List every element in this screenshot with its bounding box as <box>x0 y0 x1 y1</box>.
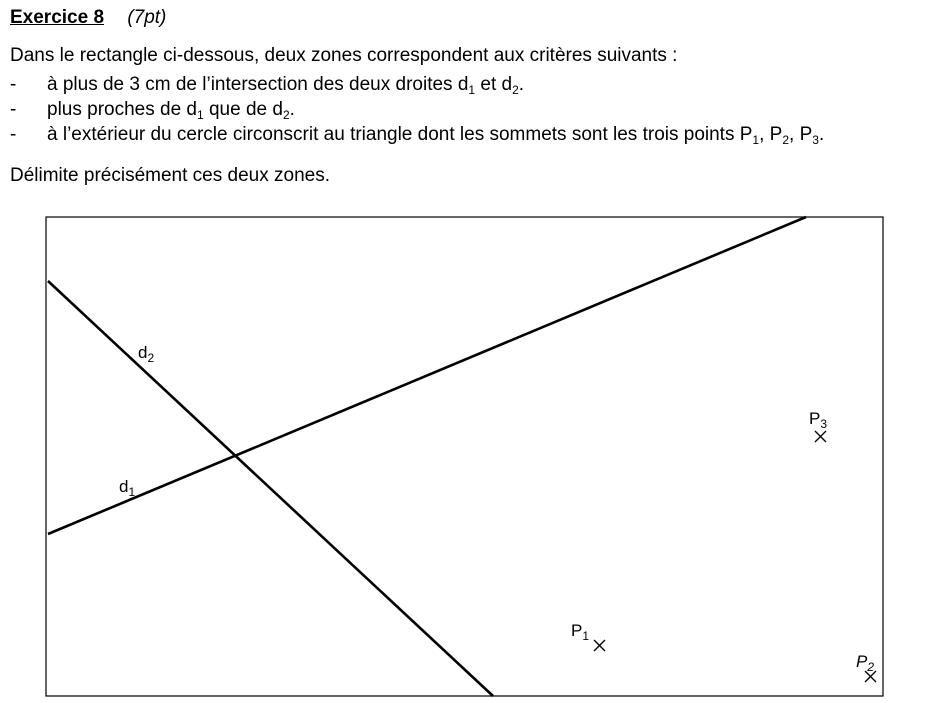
label-p1-sub: 1 <box>582 629 590 643</box>
line-d1 <box>48 217 806 534</box>
criterion-3-sub-c: 3 <box>812 133 819 147</box>
label-p3-letter: P <box>809 409 821 428</box>
label-d1 <box>119 477 135 499</box>
bullet-dash: - <box>10 99 17 120</box>
label-d1-letter: d <box>119 477 129 496</box>
bullet-dash: - <box>10 74 17 95</box>
criterion-2-text-c: . <box>289 99 295 120</box>
criterion-2-text-a: plus proches de d <box>47 99 197 120</box>
criterion-2-sub-a: 1 <box>197 108 204 122</box>
label-d2-letter: d <box>138 343 148 362</box>
label-p3 <box>809 409 827 431</box>
criterion-2-sub-b: 2 <box>282 108 290 122</box>
exercise-title: Exercice 8 <box>10 7 105 28</box>
instruction-text: Délimite précisément ces deux zones. <box>10 165 330 186</box>
label-p3-sub: 3 <box>820 417 828 431</box>
criterion-3-text-a: à l’extérieur du cercle circonscrit au triangle dont les sommets sont les trois points P <box>47 124 753 145</box>
criterion-3-text-c: , P <box>789 124 813 145</box>
label-p2 <box>856 652 874 674</box>
criterion-1-sub-b: 2 <box>512 83 519 97</box>
figure-rectangle <box>46 217 883 696</box>
label-p2-sub: 2 <box>867 660 875 674</box>
criterion-1-text-a: à plus de 3 cm de l’intersection des deux droites d <box>47 74 469 95</box>
criterion-1-sub-a: 1 <box>468 83 476 97</box>
criterion-1-text-c: . <box>518 74 525 95</box>
bullet-dash: - <box>10 124 17 145</box>
label-p2-letter: P <box>856 652 868 671</box>
label-d2-sub: 2 <box>147 351 155 365</box>
label-d2 <box>138 343 154 365</box>
criterion-3-text-d: . <box>818 124 825 145</box>
point-p1-marker <box>594 640 605 651</box>
label-d1-sub: 1 <box>128 485 136 499</box>
intro-text: Dans le rectangle ci-dessous, deux zones correspondent aux critères suivants : <box>10 45 678 66</box>
label-p1-letter: P <box>571 621 583 640</box>
label-p1 <box>571 621 589 643</box>
criterion-2-text-b: que de d <box>203 99 283 120</box>
criterion-3-sub-b: 2 <box>782 133 790 147</box>
point-p3-marker <box>815 431 826 442</box>
criterion-3-text-b: , P <box>759 124 783 145</box>
line-d2 <box>48 281 493 696</box>
exercise-points: (7pt) <box>127 7 167 28</box>
criterion-1-text-b: et d <box>475 74 513 95</box>
criterion-3-sub-a: 1 <box>752 133 760 147</box>
